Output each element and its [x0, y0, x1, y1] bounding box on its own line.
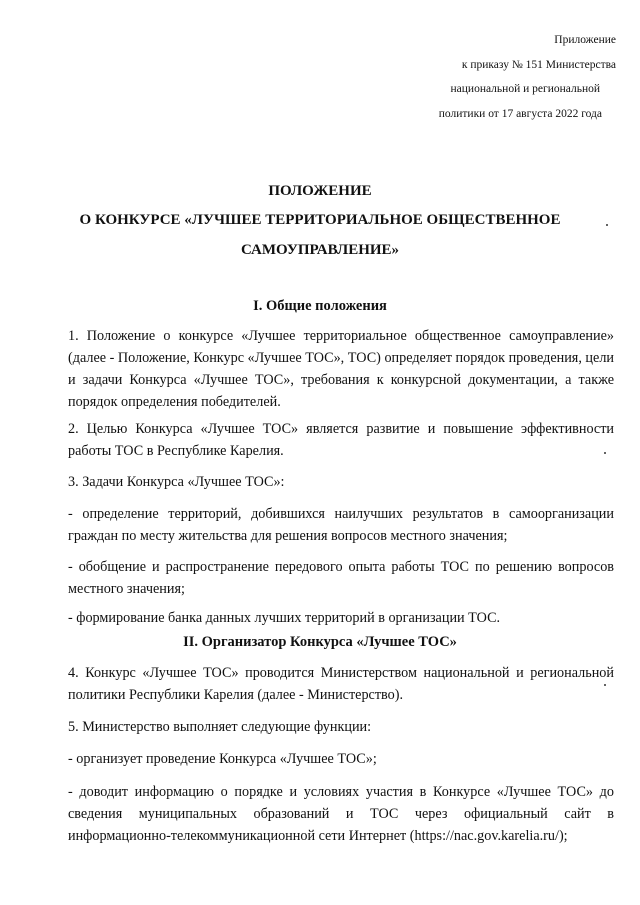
- section-heading-general: I. Общие положения: [253, 298, 387, 314]
- scan-speck: [604, 452, 606, 454]
- function-item-1: - организует проведение Конкурса «Лучшее ТОС»;: [68, 751, 377, 767]
- document-subtitle-line1: О КОНКУРСЕ «ЛУЧШЕЕ ТЕРРИТОРИАЛЬНОЕ ОБЩЕСТВЕННОЕ: [79, 212, 561, 228]
- paragraph-5: 5. Министерство выполняет следующие функции:: [68, 719, 372, 735]
- appendix-label: Приложение: [554, 34, 616, 46]
- paragraph-4: 4. Конкурс «Лучшее ТОС» проводится Министерством национальной и региональной политики Республики Карелия (далее - Министерство).: [68, 665, 614, 703]
- document-title: ПОЛОЖЕНИЕ: [268, 183, 372, 199]
- scan-speck: [606, 224, 608, 226]
- paragraph-1: 1. Положение о конкурсе «Лучшее территориальное общественное самоуправление» (далее - Положение, Конкурс «Лучшее ТОС», ТОС) определяет порядок проведения, цели и задачи Конкурса «Лучшее ТОС», требования к конкурсной документации, а также порядок определения победителей.: [68, 328, 614, 410]
- paragraph-3: 3. Задачи Конкурса «Лучшее ТОС»:: [68, 474, 285, 490]
- section-heading-organizer: II. Организатор Конкурса «Лучшее ТОС»: [183, 634, 457, 650]
- order-date: политики от 17 августа 2022 года: [438, 108, 602, 120]
- paragraph-2: 2. Целью Конкурса «Лучшее ТОС» является развитие и повышение эффективности работы ТОС в Республике Карелия.: [68, 421, 614, 459]
- task-item-3: - формирование банка данных лучших территорий в организации ТОС.: [68, 610, 501, 626]
- task-item-2: - обобщение и распространение передового опыта работы ТОС по решению вопросов местного значения;: [68, 559, 614, 597]
- document-subtitle-line2: САМОУПРАВЛЕНИЕ»: [240, 242, 400, 258]
- ministry-name: национальной и региональной: [450, 83, 600, 95]
- function-item-2: - доводит информацию о порядке и условиях участия в Конкурсе «Лучшее ТОС» до сведения муниципальных образований и ТОС через официальный сайт в информационно-телекоммуникационной сети Интернет (https://nac.gov.karelia.ru/);: [68, 784, 614, 844]
- order-reference: к приказу № 151 Министерства: [461, 59, 616, 71]
- scan-speck: [604, 684, 606, 686]
- task-item-1: - определение территорий, добившихся наилучших результатов в самоорганизации граждан по месту жительства для решения вопросов местного значения;: [68, 506, 614, 544]
